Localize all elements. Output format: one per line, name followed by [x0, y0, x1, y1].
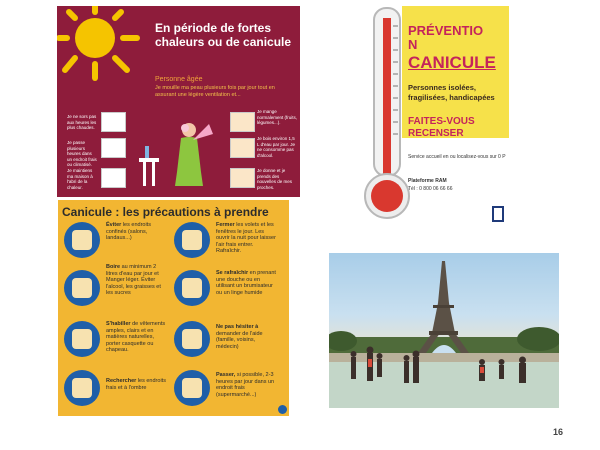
precaution-text: Éviter les endroits confinés (salons, landaus...) [106, 222, 151, 241]
eiffel-tower-scene [329, 253, 559, 408]
poster-title-main: CANICULE [408, 53, 496, 72]
tip-text: Je ne sors pas aux heures les plus chaudes. [67, 114, 97, 130]
precaution-text: Se rafraîchir en prenant une douche ou en utilisant un brumisateur ou un linge humide [216, 270, 276, 296]
water-bottle-icon [64, 270, 100, 306]
prevention-poster [364, 6, 509, 228]
elderly-woman-illustration [137, 118, 217, 188]
poster-title: Canicule : les précautions à prendre [62, 205, 269, 219]
tree-shade-icon [64, 370, 100, 406]
precaution-text: Rechercher les endroits frais et à l'ombre [106, 378, 166, 391]
precaution-text: S'habiller de vêtements amples, clairs et en matières naturelles, porter casquette ou chapeau. [106, 321, 166, 353]
no-stroller-icon [64, 222, 100, 258]
precaution-text: Fermer les volets et les fenêtres le jour. Les ouvrir la nuit pour laisser l'air frais entrer. Rafraîchir. [216, 222, 276, 254]
logo-badge [278, 405, 287, 414]
page-number: 16 [553, 427, 564, 437]
precautions-poster [58, 200, 289, 416]
title-line: PRÉVENTIO [408, 23, 484, 38]
clothing-icon [64, 321, 100, 357]
phone-icon [174, 321, 210, 357]
tip-text: Je maintiens ma maison à l'abri de la chaleur. [67, 168, 93, 190]
poster-title [408, 24, 508, 52]
sun-icon [57, 6, 151, 90]
platform-text: Plateforme RAM [408, 178, 447, 184]
water-bottle-icon [230, 138, 255, 158]
thermometer-icon [364, 6, 410, 228]
meal-icon [230, 112, 255, 132]
shopping-icon [174, 370, 210, 406]
tip-text: Je bois environ 1,5 L d'eau par jour. Je ne consomme pas d'alcool. [257, 136, 295, 158]
target-audience-text: Personnes isolées, fragilisées, handicapées [408, 83, 495, 102]
call-to-action-text: FAITES-VOUS RECENSER [408, 116, 475, 139]
tip-text: Je mange normalement (fruits, légumes...). [257, 109, 298, 125]
phone-text: Tél : 0 800 06 66 66 [408, 186, 453, 192]
poster-subtitle: Personne âgée [155, 76, 203, 83]
heatwave-poster [57, 6, 300, 197]
tip-text: Je passe plusieurs heures dans un endroit frais ou climatisé. [67, 140, 97, 167]
poster-intro: Je mouille ma peau plusieurs fois par jour tout en assurant une légère ventilation et... [155, 85, 275, 98]
shutter-icon [101, 138, 126, 158]
phone-icon [230, 168, 255, 188]
title-line: N [408, 37, 418, 52]
spray-icon [174, 270, 210, 306]
house-icon [101, 168, 126, 188]
precaution-text: Boire au minimum 2 litres d'eau par jour et Manger léger. Éviter l'alcool, les graisses et les sucres [106, 264, 161, 296]
service-text: Service accueil en ou localisez-vous sur 0 P [408, 154, 506, 160]
precaution-text: Ne pas hésiter à demander de l'aide (famille, voisins, médecin) [216, 324, 263, 350]
eiffel-tower-photo [329, 253, 559, 408]
tip-text: Je donne et je prends des nouvelles de mes proches. [257, 168, 293, 190]
document-icon [492, 206, 504, 222]
window-icon [101, 112, 126, 132]
precaution-text: Passer, si possible, 2-3 heures par jour dans un endroit frais (supermarché...) [216, 372, 275, 398]
poster-title: En période de fortes chaleurs ou de canicule [155, 21, 292, 49]
house-icon [174, 222, 210, 258]
